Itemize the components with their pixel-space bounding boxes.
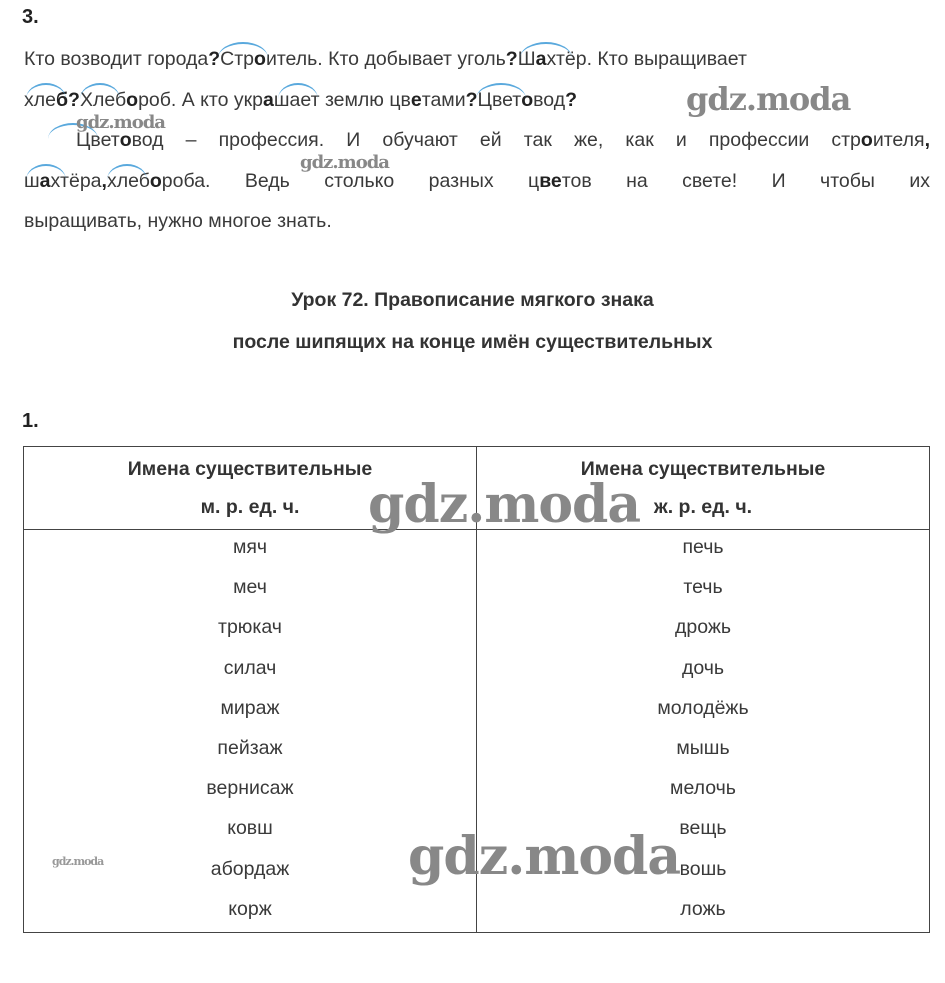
text: хле bbox=[24, 89, 56, 111]
list-item: мелочь bbox=[670, 777, 736, 800]
root-arc bbox=[478, 90, 534, 110]
text: о bbox=[126, 89, 139, 111]
header-line: Имена существительные bbox=[127, 458, 373, 480]
list-item: абордаж bbox=[210, 857, 290, 880]
text: хтёр. Кто выращивает bbox=[546, 48, 747, 70]
text: о bbox=[860, 129, 873, 151]
text: роба. Ведь столько разных ц bbox=[161, 170, 540, 192]
text: ителя bbox=[872, 129, 925, 151]
root-arc bbox=[518, 49, 547, 69]
exercise-3-number: 3. bbox=[22, 6, 39, 28]
text: Цвет bbox=[477, 89, 522, 111]
text: вод bbox=[533, 89, 566, 111]
text: о bbox=[254, 48, 266, 70]
list-item: ложь bbox=[680, 897, 726, 920]
list-item: течь bbox=[683, 576, 723, 599]
list-item: дочь bbox=[681, 656, 725, 679]
text: ? bbox=[208, 48, 221, 70]
list-item: вошь bbox=[679, 857, 727, 880]
root-arc bbox=[50, 130, 132, 150]
text: хлеб bbox=[106, 170, 150, 192]
text-line-5: выращивать, нужно многое знать. bbox=[24, 210, 332, 232]
text: ш bbox=[24, 170, 40, 192]
text: о bbox=[119, 129, 132, 151]
text: хтёра bbox=[50, 170, 102, 192]
text: , bbox=[101, 170, 107, 192]
text: Стр bbox=[220, 48, 255, 70]
lesson-subtitle: после шипящих на конце имён существительных bbox=[232, 331, 713, 353]
watermark: gdz.moda bbox=[686, 80, 851, 118]
header-line: м. р. ед. ч. bbox=[200, 496, 300, 518]
watermark: gdz.moda bbox=[368, 474, 641, 535]
text: ве bbox=[539, 170, 562, 192]
text: итель. Кто добывает уголь bbox=[265, 48, 506, 70]
text: роб. А кто укр bbox=[138, 89, 264, 111]
text: е bbox=[410, 89, 422, 111]
text: о bbox=[521, 89, 534, 111]
text: тов на свете! И чтобы их bbox=[561, 170, 930, 192]
root-arc bbox=[24, 171, 51, 191]
watermark: gdz.moda bbox=[300, 152, 389, 173]
text: а bbox=[263, 89, 274, 111]
list-item: корж bbox=[228, 897, 272, 920]
text: Цвет bbox=[76, 129, 120, 151]
text: вод – профессия. И обучают ей так же, как и профессии стр bbox=[131, 129, 861, 151]
text: а bbox=[39, 170, 51, 192]
list-item: пейзаж bbox=[217, 736, 283, 759]
text-line-3 bbox=[24, 130, 930, 150]
list-item: меч bbox=[233, 576, 267, 599]
list-item: трюкач bbox=[218, 616, 282, 639]
watermark: gdz.moda bbox=[408, 826, 681, 887]
text-line-4 bbox=[24, 171, 930, 191]
lesson-title: Урок 72. Правописание мягкого знака bbox=[291, 289, 654, 311]
root-arc bbox=[220, 49, 266, 69]
root-arc bbox=[274, 90, 422, 110]
list-item: вещь bbox=[679, 817, 727, 840]
text: шает землю цв bbox=[273, 89, 411, 111]
text-line-2 bbox=[24, 90, 577, 110]
text: , bbox=[924, 129, 930, 151]
list-item: печь bbox=[682, 536, 724, 558]
text: б bbox=[55, 89, 69, 111]
text-line-1 bbox=[24, 49, 747, 69]
text: тами bbox=[421, 89, 466, 111]
header-line: ж. р. ед. ч. bbox=[653, 496, 753, 518]
text: ? bbox=[465, 89, 478, 111]
list-item: ковш bbox=[227, 817, 273, 840]
text: ? bbox=[68, 89, 80, 111]
root-arc bbox=[80, 90, 138, 110]
text: а bbox=[535, 48, 547, 70]
text: ? bbox=[505, 48, 518, 70]
watermark: gdz.moda bbox=[52, 855, 104, 868]
list-item: дрожь bbox=[674, 616, 732, 639]
header-line: Имена существительные bbox=[580, 458, 826, 480]
text: о bbox=[149, 170, 162, 192]
list-item: силач bbox=[223, 656, 277, 679]
list-item: вернисаж bbox=[206, 777, 294, 800]
watermark: gdz.moda bbox=[76, 112, 165, 133]
text: ? bbox=[565, 89, 577, 111]
list-item: мяч bbox=[232, 536, 268, 558]
exercise-1-number: 1. bbox=[22, 410, 39, 432]
text: Кто возводит города bbox=[24, 48, 209, 70]
text: Хлеб bbox=[79, 89, 127, 111]
list-item: молодёжь bbox=[657, 696, 749, 719]
root-arc bbox=[24, 90, 68, 110]
text: Ш bbox=[517, 48, 536, 70]
list-item: мираж bbox=[220, 696, 280, 719]
list-item: мышь bbox=[676, 736, 730, 759]
root-arc bbox=[107, 171, 162, 191]
